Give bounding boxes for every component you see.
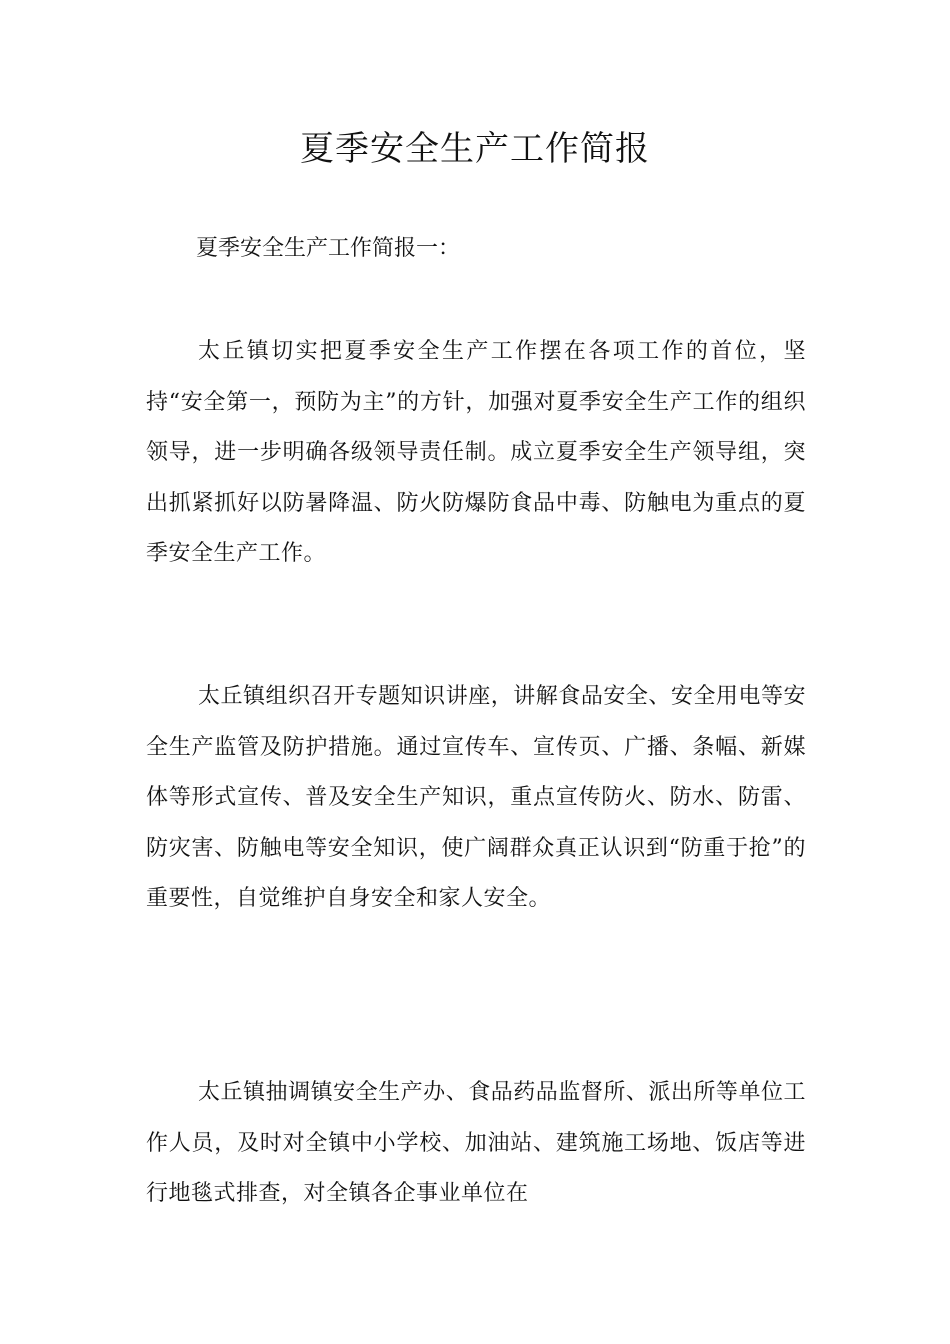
document-title: 夏季安全生产工作简报 [300,129,650,169]
document-subtitle: 夏季安全生产工作简报一： [196,236,461,261]
paragraph-1: 太丘镇切实把夏季安全生产工作摆在各项工作的首位，坚持“安全第一，预防为主”的方针，加强对夏季安全生产工作的组织领导，进一步明确各级领导责任制。成立夏季安全生产领导组，突出抓紧抓好以防暑降温、防火防爆防食品中毒、防触电为重点的夏季安全生产工作。 [146,339,806,566]
paragraph-2: 太丘镇组织召开专题知识讲座，讲解食品安全、安全用电等安全生产监管及防护措施。通过宣传车、宣传页、广播、条幅、新媒体等形式宣传、普及安全生产知识，重点宣传防火、防水、防雷、防灾害、防触电等安全知识，使广阔群众真正认识到“防重于抢”的重要性，自觉维护自身安全和家人安全。 [146,684,806,911]
paragraph-3: 太丘镇抽调镇安全生产办、食品药品监督所、派出所等单位工作人员，及时对全镇中小学校、加油站、建筑施工场地、饭店等进行地毯式排查，对全镇各企事业单位在 [146,1080,806,1206]
